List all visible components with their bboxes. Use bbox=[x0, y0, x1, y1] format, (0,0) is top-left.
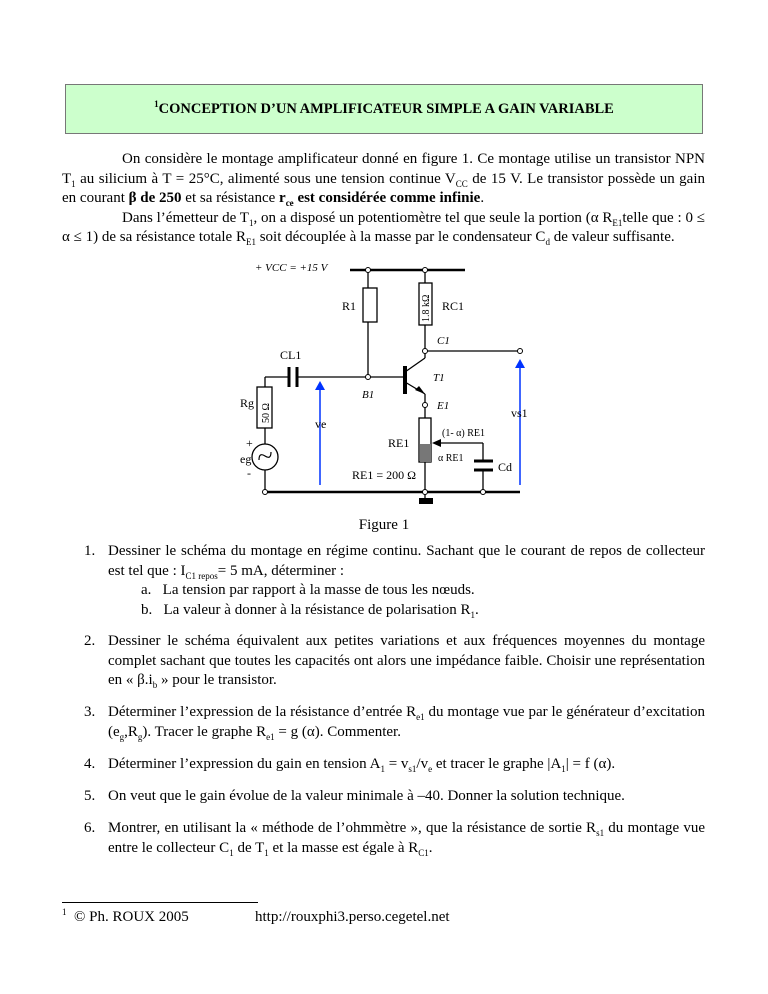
vcc-label: + VCC = +15 V bbox=[255, 262, 328, 274]
question-2: 2. Dessiner le schéma équivalent aux petites variations et aux fréquences moyennes du montage complet sachant que toutes les capacités ont alors une impédance faible. Choisir une représentation en « $\beta.i_b$ » pour le transistor. bbox=[84, 633, 705, 690]
rc1-label: RC1 bbox=[442, 299, 465, 313]
cd-label: Cd bbox=[498, 460, 513, 474]
title-box bbox=[65, 84, 703, 134]
re1-label: RE1 bbox=[388, 436, 410, 450]
minus-label: - bbox=[247, 466, 251, 480]
ac-source bbox=[252, 444, 278, 470]
plus-label: + bbox=[246, 436, 253, 450]
ground-icon bbox=[419, 498, 433, 504]
cl1-label: CL1 bbox=[280, 348, 302, 362]
r1-resistor bbox=[363, 288, 377, 322]
footnote-author: $^1$ © Ph. ROUX 2005 bbox=[62, 907, 189, 925]
b1-label: B1 bbox=[362, 389, 375, 401]
question-4: 4. Déterminer l’expression du gain en tension $A_1 = v_{s1}/v_e$ et tracer le graphe $|A_1| = f$ (α). bbox=[84, 756, 616, 774]
circuit-diagram bbox=[220, 260, 540, 510]
e1-label: E1 bbox=[437, 400, 450, 412]
footnote-divider bbox=[62, 902, 258, 903]
wiper-arrow-icon bbox=[432, 439, 441, 447]
intro-text bbox=[62, 150, 705, 248]
question-6: 6. Montrer, en utilisant la « méthode de l’ohmmètre », que la résistance de sortie $R_{s1}$ du montage vue entre le collecteur $C_1$ de $T_1$ et la masse est égale à $R_{C1}$. bbox=[84, 820, 706, 858]
ve-label: ve bbox=[315, 417, 327, 431]
re1-upper-label: (1- α) RE1 bbox=[442, 428, 486, 439]
t1-label: T1 bbox=[433, 372, 445, 384]
vs1-label: vs1 bbox=[511, 406, 528, 420]
re1-value: RE1 = 200 Ω bbox=[352, 468, 417, 482]
c1-label: C1 bbox=[437, 335, 450, 347]
footnote-url: http://rouxphi3.perso.cegetel.net bbox=[255, 909, 450, 925]
re1-lower-label: α RE1 bbox=[438, 453, 464, 464]
question-1: 1. Dessiner le schéma du montage en régime continu. Sachant que le courant de repos de collecteur est tel que : $I_{C1 repos}= 5$ mA, déterminer : a. La tension par rapport à la masse de tous les nœuds. b. La valeur à donner à la résistance de polarisation $R_1$. bbox=[84, 543, 705, 620]
intro-paragraph-1: On considère le montage amplificateur donné en figure 1. Ce montage utilise un transistor NPN $T_1$ au silicium à T = 25°C, alimenté sous une tension continue $V_{CC}$ de 15 V. Le transistor possède un gain en courant β de 250 et sa résistance $r_{ce}$ est considérée comme infinie. bbox=[62, 151, 706, 208]
figure-caption: Figure 1 bbox=[358, 517, 410, 533]
rg-label: Rg bbox=[240, 396, 255, 410]
question-5: 5. On veut que le gain évolue de la valeur minimale à –40. Donner la solution technique. bbox=[84, 788, 625, 804]
pot-decoupled-portion bbox=[420, 444, 431, 462]
rg-value: 50 Ω bbox=[261, 403, 272, 423]
r1-label: R1 bbox=[342, 299, 357, 313]
eg-label: eg bbox=[240, 452, 252, 466]
intro-paragraph-2: Dans l’émetteur de $T_1$, on a disposé un potentiomètre tel que seule la portion (α $R_{E1}telle$ que : 0 ≤ α ≤ 1) de sa résistance totale $R_{E1}$ soit découplée à la masse par le condensateur $C_d$ de valeur suffisante. bbox=[62, 209, 705, 247]
rc1-value: 1.8 kΩ bbox=[421, 294, 432, 322]
question-3: 3. Déterminer l’expression de la résistance d’entrée $R_{e1}$ du montage vue par le générateur d’excitation $(e_g,R_g)$. Tracer le graphe $R_{e1} = g$ (α). Commenter. bbox=[84, 704, 705, 742]
page-title: $^1$CONCEPTION D’UN AMPLIFICATEUR SIMPLE A GAIN VARIABLE bbox=[154, 98, 614, 117]
